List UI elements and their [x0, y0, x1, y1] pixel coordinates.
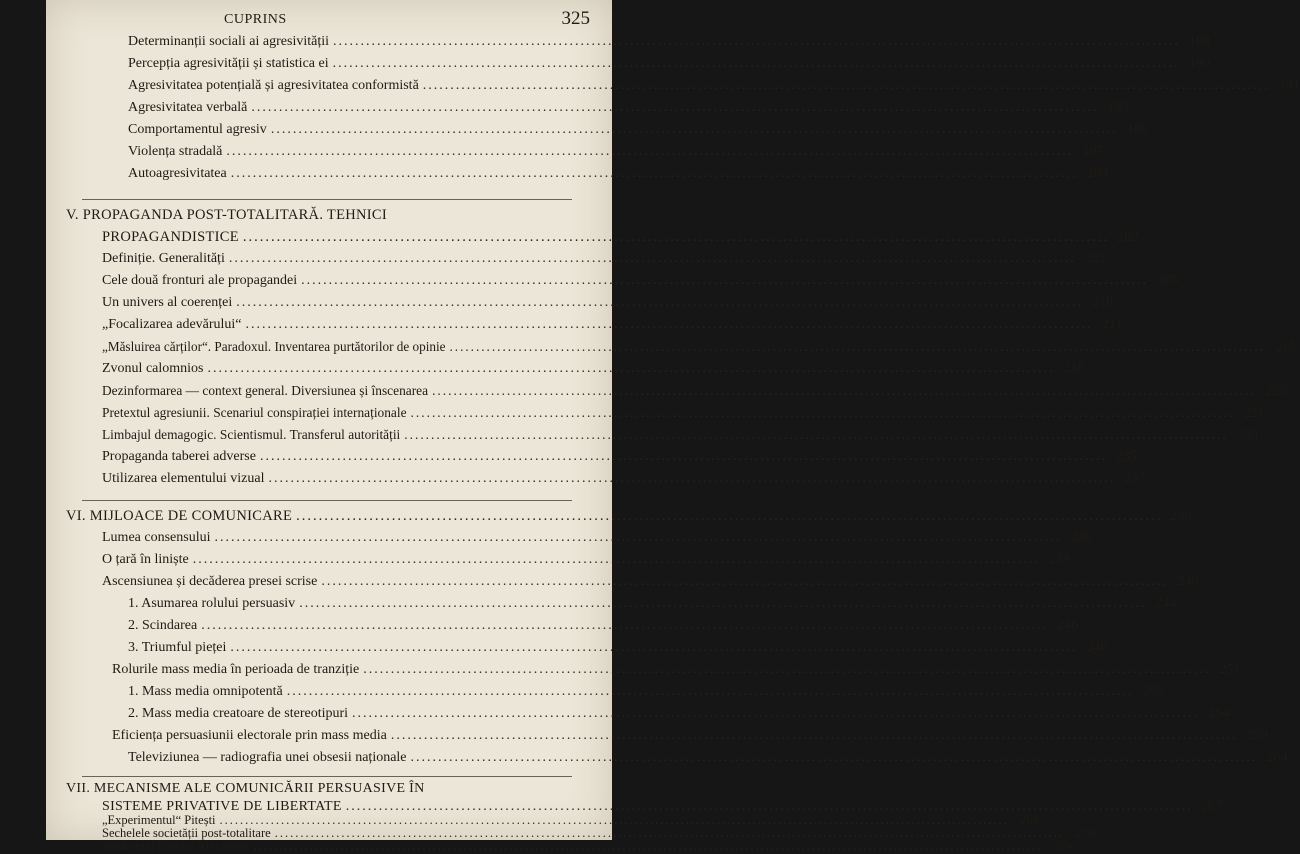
toc-entry: Definiție. Generalități ..... 202 [102, 251, 556, 267]
toc-entry: O țară în liniște ..... 239 [102, 552, 556, 568]
toc-entry: Cele două fronturi ale propagandei ..... 205 [102, 273, 556, 289]
toc-entry: Utilizarea elementului vizual ..... 237 [102, 471, 556, 487]
toc-entry: Autoagresivitatea ..... 200 [128, 166, 556, 182]
chapter-title: VII. MECANISME ALE COMUNICĂRII PERSUASIVE ÎN [66, 781, 425, 796]
toc-entry: Percepția agresivității și statistica ei ..... 190 [128, 56, 556, 72]
toc-entry: Lumea consensului ..... 238 [102, 530, 556, 546]
page-header [46, 6, 612, 36]
toc-entry: Limbajul demagogic. Scientismul. Transferul autorității ..... 230 [102, 427, 556, 443]
chapter-title-line: VI. MIJLOACE DE COMUNICARE ..... 238 [66, 508, 556, 525]
page-number: 325 [561, 8, 590, 29]
book-page [46, 0, 1300, 853]
toc-entry: Pretextul agresiunii. Scenariul conspirației internaționale ..... 221 [102, 405, 556, 421]
chapter-title-line: PROPAGANDISTICE ..... 202 [102, 229, 556, 246]
toc-entry: „Experimentul“ Pitești ..... 269 [102, 813, 556, 828]
toc-entry: Eficiența persuasiunii electorale prin mass media ..... 259 [112, 728, 556, 744]
toc-entry: Televiziunea — radiografia unei obsesii naționale ..... 264 [128, 750, 556, 766]
chapter-title-line: SISTEME PRIVATIVE DE LIBERTATE ..... 267 [102, 799, 556, 815]
toc-entry: Rolurile mass media în perioada de tranziție ..... 251 [112, 662, 556, 678]
toc-entry: Agresivitatea potențială și agresivitatea conformistă ..... 191 [128, 78, 556, 94]
toc-entry: Violența stradală ..... 197 [128, 144, 556, 160]
toc-entry: Un univers al coerenței ..... 210 [102, 295, 556, 311]
toc-entry: 2. Scindarea ..... 246 [128, 618, 556, 634]
toc-entry: 1. Asumarea rolului persuasiv ..... 244 [128, 596, 556, 612]
toc-entry: Dezinformarea — context general. Diversiunea și înscenarea ..... 220 [102, 383, 556, 399]
toc-entry: „Măsluirea cărților“. Paradoxul. Inventarea purtătorilor de opinie ..... 215 [102, 339, 556, 355]
toc-entry: Sindromul fratelui Alexandru ..... 276 [102, 839, 556, 854]
section-divider [82, 776, 572, 777]
toc-entry: 1. Mass media omnipotentă ..... 253 [128, 684, 556, 700]
section-divider [82, 199, 572, 200]
toc-entry: Propaganda taberei adverse ..... 235 [102, 449, 556, 465]
toc-entry: 3. Triumful pieței ..... 248 [128, 640, 556, 656]
toc-entry: Determinanții sociali ai agresivității ..... 188 [128, 34, 556, 50]
section-divider [82, 500, 572, 501]
toc-entry: Agresivitatea verbală ..... 193 [128, 100, 556, 116]
toc-entry: Comportamentul agresiv ..... 195 [128, 122, 556, 138]
header-title: CUPRINS [224, 12, 287, 27]
toc-entry: Zvonul calomnios ..... 218 [102, 361, 556, 377]
toc-entry: Ascensiunea și decăderea presei scrise ..... 240 [102, 574, 556, 590]
toc-entry: Sechelele societății post-totalitare ..... 270 [102, 826, 556, 841]
toc-entry: „Focalizarea adevărului“ ..... 211 [102, 317, 556, 333]
toc-entry: 2. Mass media creatoare de stereotipuri ..... 254 [128, 706, 556, 722]
chapter-title: V. PROPAGANDA POST-TOTALITARĂ. TEHNICI [66, 207, 388, 223]
